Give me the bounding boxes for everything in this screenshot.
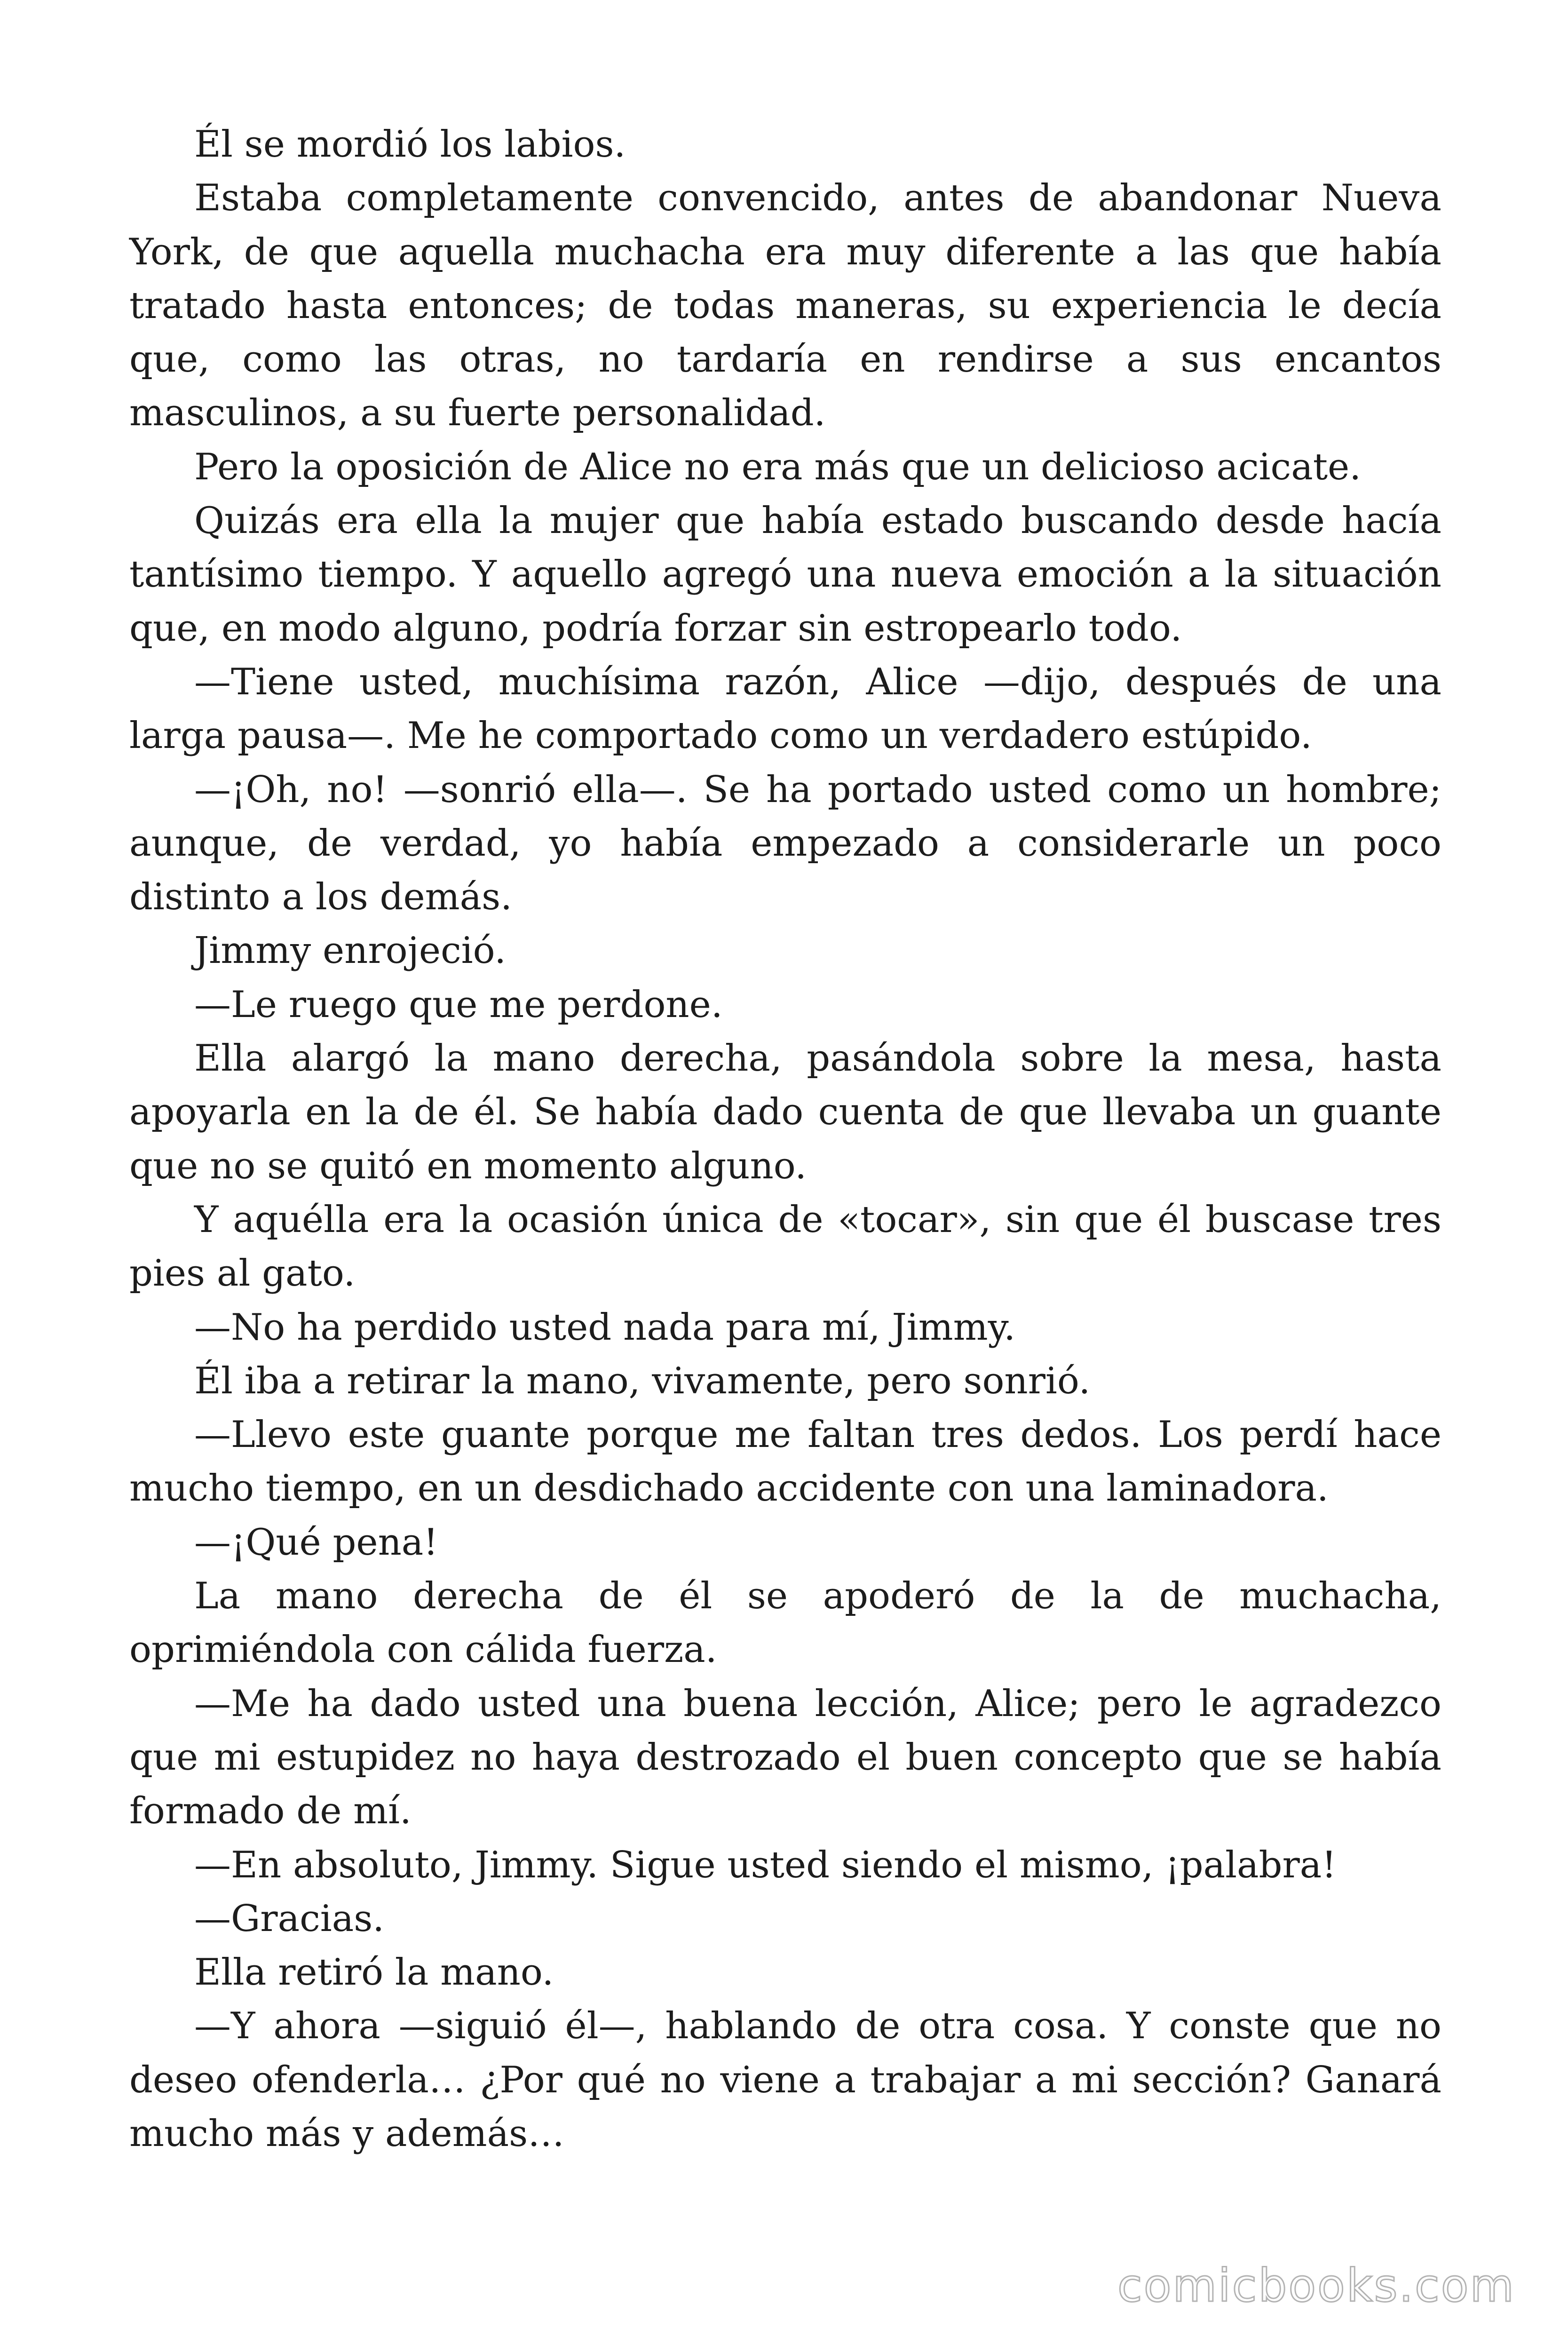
book-page-body — [129, 118, 1441, 2161]
paragraph: Estaba completamente convencido, antes de abandonar Nueva York, de que aquella muchacha era muy diferente a las que había tratado hasta entonces; de todas maneras, su experiencia le decía que, como las otras, no tardaría en rendirse a sus encantos masculinos, a su fuerte personalidad. — [129, 177, 1441, 435]
paragraph: Y aquélla era la ocasión única de «tocar», sin que él buscase tres pies al gato. — [129, 1198, 1441, 1295]
watermark: comicbooks.com — [1117, 2259, 1515, 2312]
paragraph: Él se mordió los labios. — [194, 123, 626, 166]
paragraph: Jimmy enrojeció. — [194, 930, 506, 972]
paragraph: La mano derecha de él se apoderó de la de muchacha, oprimiéndola con cálida fuerza. — [129, 1575, 1441, 1671]
paragraph: —Gracias. — [194, 1897, 385, 1940]
paragraph: Quizás era ella la mujer que había estado buscando desde hacía tantísimo tiempo. Y aquello agregó una nueva emoción a la situación que, en modo alguno, podría forzar sin estropearlo todo. — [129, 500, 1441, 650]
paragraph: —No ha perdido usted nada para mí, Jimmy. — [194, 1306, 1016, 1349]
paragraph: Él iba a retirar la mano, vivamente, pero sonrió. — [194, 1359, 1091, 1402]
paragraph: Pero la oposición de Alice no era más que un delicioso acicate. — [194, 445, 1361, 488]
paragraph: —¡Oh, no! —sonrió ella—. Se ha portado usted como un hombre; aunque, de verdad, yo había empezado a considerarle un poco distinto a los demás. — [129, 768, 1441, 919]
paragraph: Ella retiró la mano. — [194, 1951, 554, 1994]
paragraph: —Llevo este guante porque me faltan tres dedos. Los perdí hace mucho tiempo, en un desdichado accidente con una laminadora. — [129, 1414, 1441, 1510]
paragraph: —¡Qué pena! — [194, 1521, 438, 1564]
paragraph: —Tiene usted, muchísima razón, Alice —dijo, después de una larga pausa—. Me he comportado como un verdadero estúpido. — [129, 660, 1441, 757]
paragraph: —Le ruego que me perdone. — [194, 983, 723, 1026]
paragraph: Ella alargó la mano derecha, pasándola sobre la mesa, hasta apoyarla en la de él. Se había dado cuenta de que llevaba un guante que no se quitó en momento alguno. — [129, 1037, 1441, 1187]
paragraph: —En absoluto, Jimmy. Sigue usted siendo el mismo, ¡palabra! — [194, 1843, 1337, 1886]
paragraph: —Me ha dado usted una buena lección, Alice; pero le agradezco que mi estupidez no haya destrozado el buen concepto que se había formado de mí. — [129, 1682, 1441, 1833]
paragraph: —Y ahora —siguió él—, hablando de otra cosa. Y conste que no deseo ofenderla… ¿Por qué no viene a trabajar a mi sección? Ganará mucho más y además… — [129, 2005, 1441, 2155]
